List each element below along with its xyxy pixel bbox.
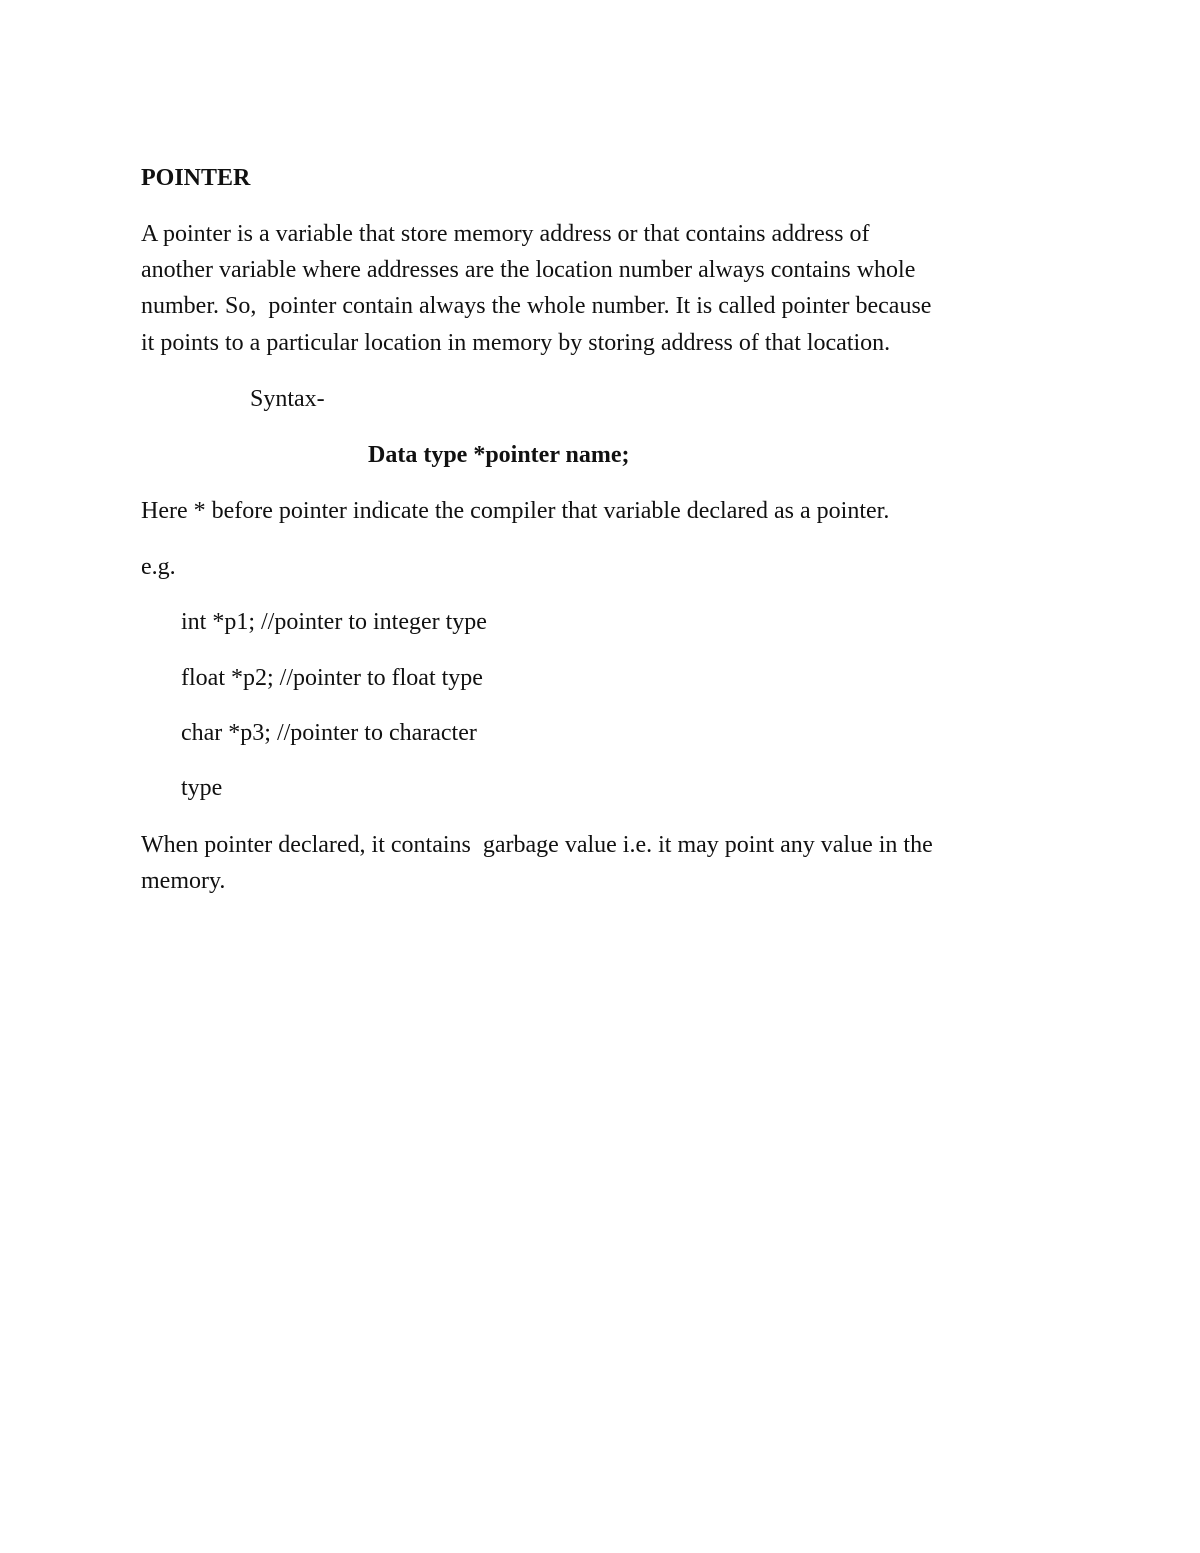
closing-line-2: memory. bbox=[141, 868, 226, 894]
example-label: e.g. bbox=[141, 554, 176, 580]
example-char-continued: type bbox=[181, 775, 223, 801]
document-title: POINTER bbox=[141, 165, 251, 191]
example-int: int *p1; //pointer to integer type bbox=[181, 609, 487, 635]
syntax-code: Data type *pointer name; bbox=[368, 442, 630, 468]
definition-line-4: it points to a particular location in memory by storing address of that location. bbox=[141, 330, 891, 356]
definition-line-1: A pointer is a variable that store memory address or that contains address of bbox=[141, 221, 870, 247]
definition-line-3: number. So, pointer contain always the whole number. It is called pointer because bbox=[141, 293, 932, 319]
explanation-text: Here * before pointer indicate the compiler that variable declared as a pointer. bbox=[141, 498, 890, 524]
example-float: float *p2; //pointer to float type bbox=[181, 665, 483, 691]
closing-line-1: When pointer declared, it contains garbage value i.e. it may point any value in the bbox=[141, 832, 933, 858]
definition-line-2: another variable where addresses are the location number always contains whole bbox=[141, 257, 916, 283]
syntax-label: Syntax- bbox=[250, 386, 325, 412]
example-char: char *p3; //pointer to character bbox=[181, 720, 477, 746]
